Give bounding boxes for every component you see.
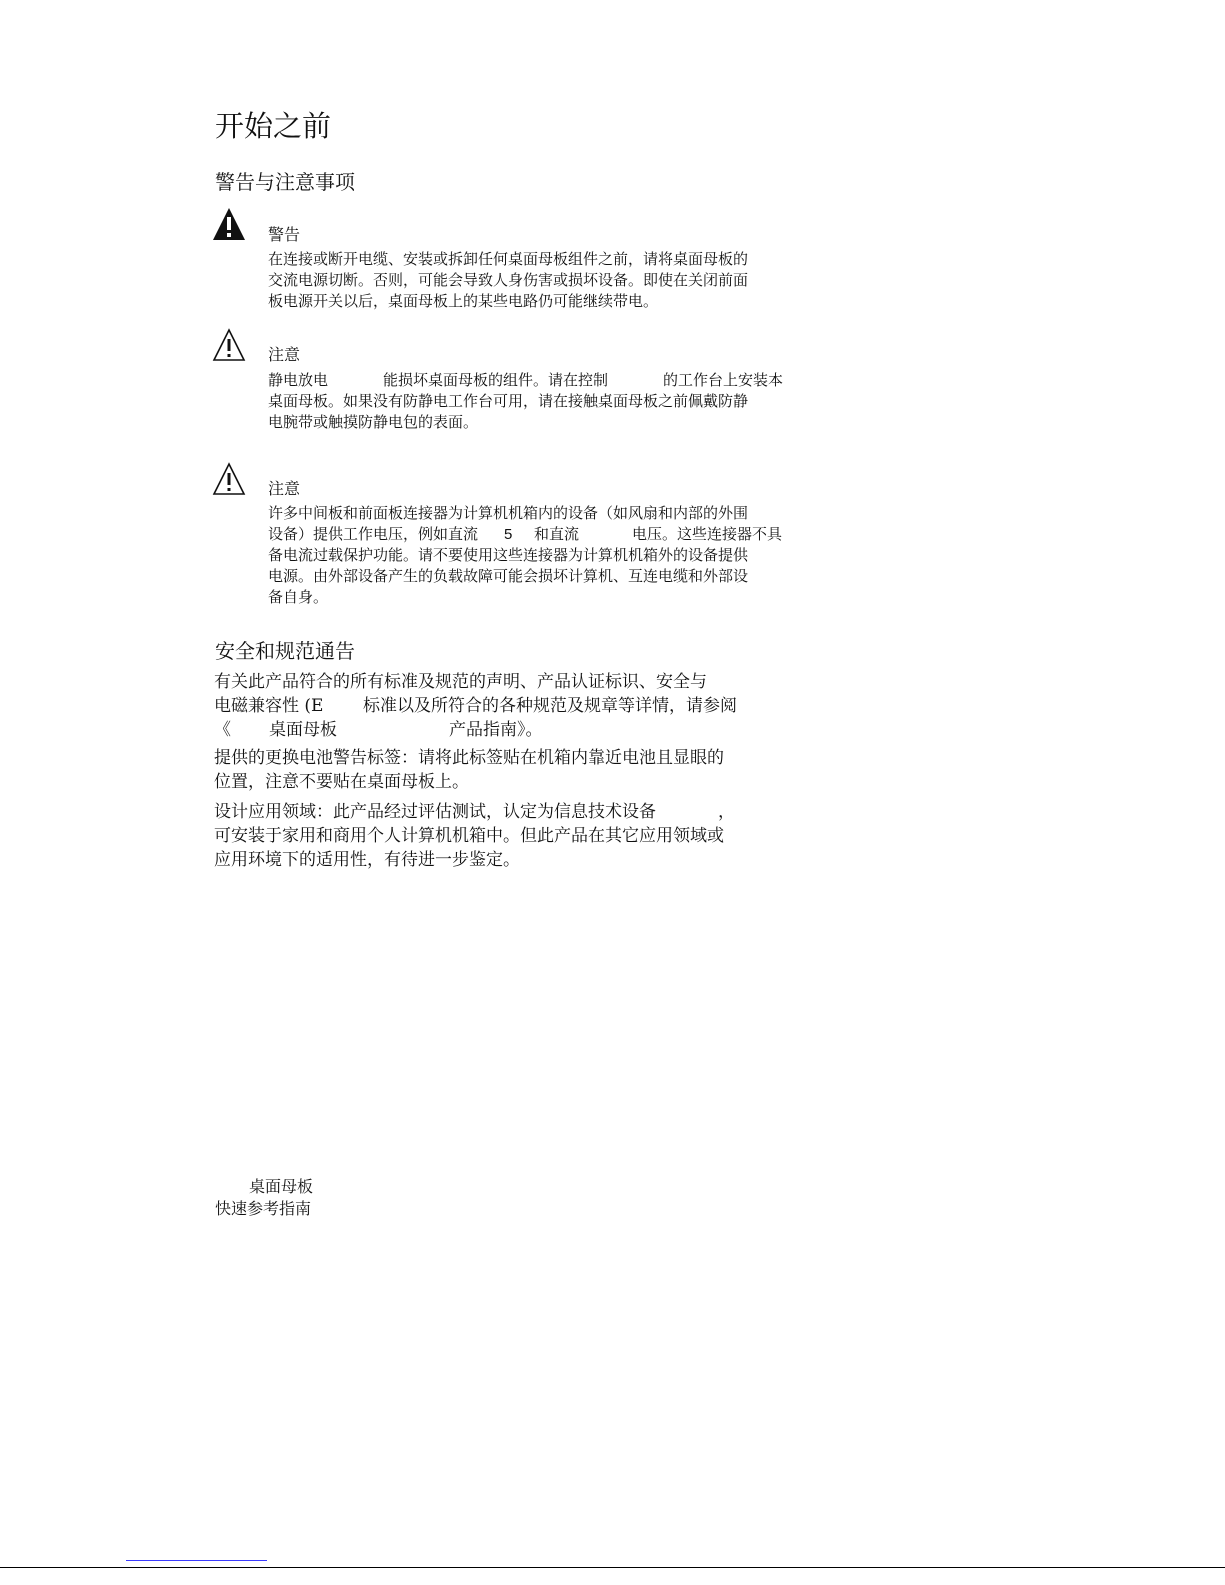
safety-paragraph-3 xyxy=(214,800,774,872)
paragraph-line: 有关此产品符合的所有标准及规范的声明、产品认证标识、安全与 xyxy=(214,672,707,692)
caution-power-line: 电源。由外部设备产生的负载故障可能会损坏计算机、互连电缆和外部设 xyxy=(268,567,749,585)
paragraph-line: 位置，注意不要贴在桌面母板上。 xyxy=(214,772,469,792)
warning-line: 交流电源切断。否则，可能会导致人身伤害或损坏设备。即使在关闭前面 xyxy=(268,271,749,289)
caution-outline-icon xyxy=(212,328,246,362)
text-segment: 电磁兼容性 (E xyxy=(214,696,324,716)
text-segment: 产品指南》。 xyxy=(449,720,543,740)
paragraph-line xyxy=(214,694,774,718)
caution-power-label: 注意 xyxy=(268,479,301,498)
caution-power-line xyxy=(268,524,808,545)
paragraph-line xyxy=(214,718,774,742)
text-segment: ， xyxy=(718,802,735,822)
text-segment: 《 xyxy=(214,720,231,740)
paragraph-line: 可安装于家用和商用个人计算机机箱中。但此产品在其它应用领域或 xyxy=(214,826,724,846)
paragraph-line: 提供的更换电池警告标签：请将此标签贴在机箱内靠近电池且显眼的 xyxy=(214,748,724,768)
caution-power-line: 备自身。 xyxy=(268,588,329,606)
warning-line: 在连接或断开电缆、安装或拆卸任何桌面母板组件之前，请将桌面母板的 xyxy=(268,250,749,268)
text-segment: 的工作台上安装本 xyxy=(663,371,784,389)
caution-esd-line: 桌面母板。如果没有防静电工作台可用，请在接触桌面母板之前佩戴防静 xyxy=(268,392,749,410)
caution-power-line: 备电流过载保护功能。请不要使用这些连接器为计算机机箱外的设备提供 xyxy=(268,546,749,564)
text-segment: 桌面母板 xyxy=(269,720,337,740)
text-segment: 设备）提供工作电压，例如直流 xyxy=(268,525,479,543)
caution-esd-line xyxy=(268,370,808,391)
text-segment: 5 xyxy=(504,526,513,543)
warning-line: 板电源开关以后，桌面母板上的某些电路仍可能继续带电。 xyxy=(268,292,659,310)
text-segment: 标准以及所符合的各种规范及规章等详情，请参阅 xyxy=(363,696,737,716)
text-segment: 静电放电 xyxy=(268,371,329,389)
text-segment: 能损坏桌面母板的组件。请在控制 xyxy=(383,371,609,389)
caution-esd-line: 电腕带或触摸防静电包的表面。 xyxy=(268,413,479,431)
caution-esd-body xyxy=(268,370,808,433)
paragraph-line: 应用环境下的适用性，有待进一步鉴定。 xyxy=(214,850,520,870)
section-heading-warnings: 警告与注意事项 xyxy=(215,170,355,194)
warning-solid-icon xyxy=(212,207,246,241)
text-segment: 和直流 xyxy=(534,525,580,543)
footnote-rule xyxy=(126,1560,267,1561)
caution-esd-label: 注意 xyxy=(268,345,301,364)
warning-label: 警告 xyxy=(268,225,301,244)
caution-power-line: 许多中间板和前面板连接器为计算机机箱内的设备（如风扇和内部的外围 xyxy=(268,504,749,522)
section-heading-safety: 安全和规范通告 xyxy=(215,639,355,663)
footer-subtitle: 快速参考指南 xyxy=(215,1199,312,1218)
footer-title: 桌面母板 xyxy=(249,1177,314,1196)
safety-paragraph-2 xyxy=(214,746,774,794)
page-bottom-border xyxy=(0,1567,1225,1568)
caution-power-body xyxy=(268,503,808,608)
text-segment: 电压。这些连接器不具 xyxy=(632,525,783,543)
paragraph-line xyxy=(214,800,774,824)
caution-outline-icon xyxy=(212,462,246,496)
warning-body xyxy=(268,249,808,312)
page-title: 开始之前 xyxy=(215,109,332,143)
safety-paragraph-1 xyxy=(214,670,774,742)
text-segment: 设计应用领域：此产品经过评估测试，认定为信息技术设备 xyxy=(214,802,656,822)
